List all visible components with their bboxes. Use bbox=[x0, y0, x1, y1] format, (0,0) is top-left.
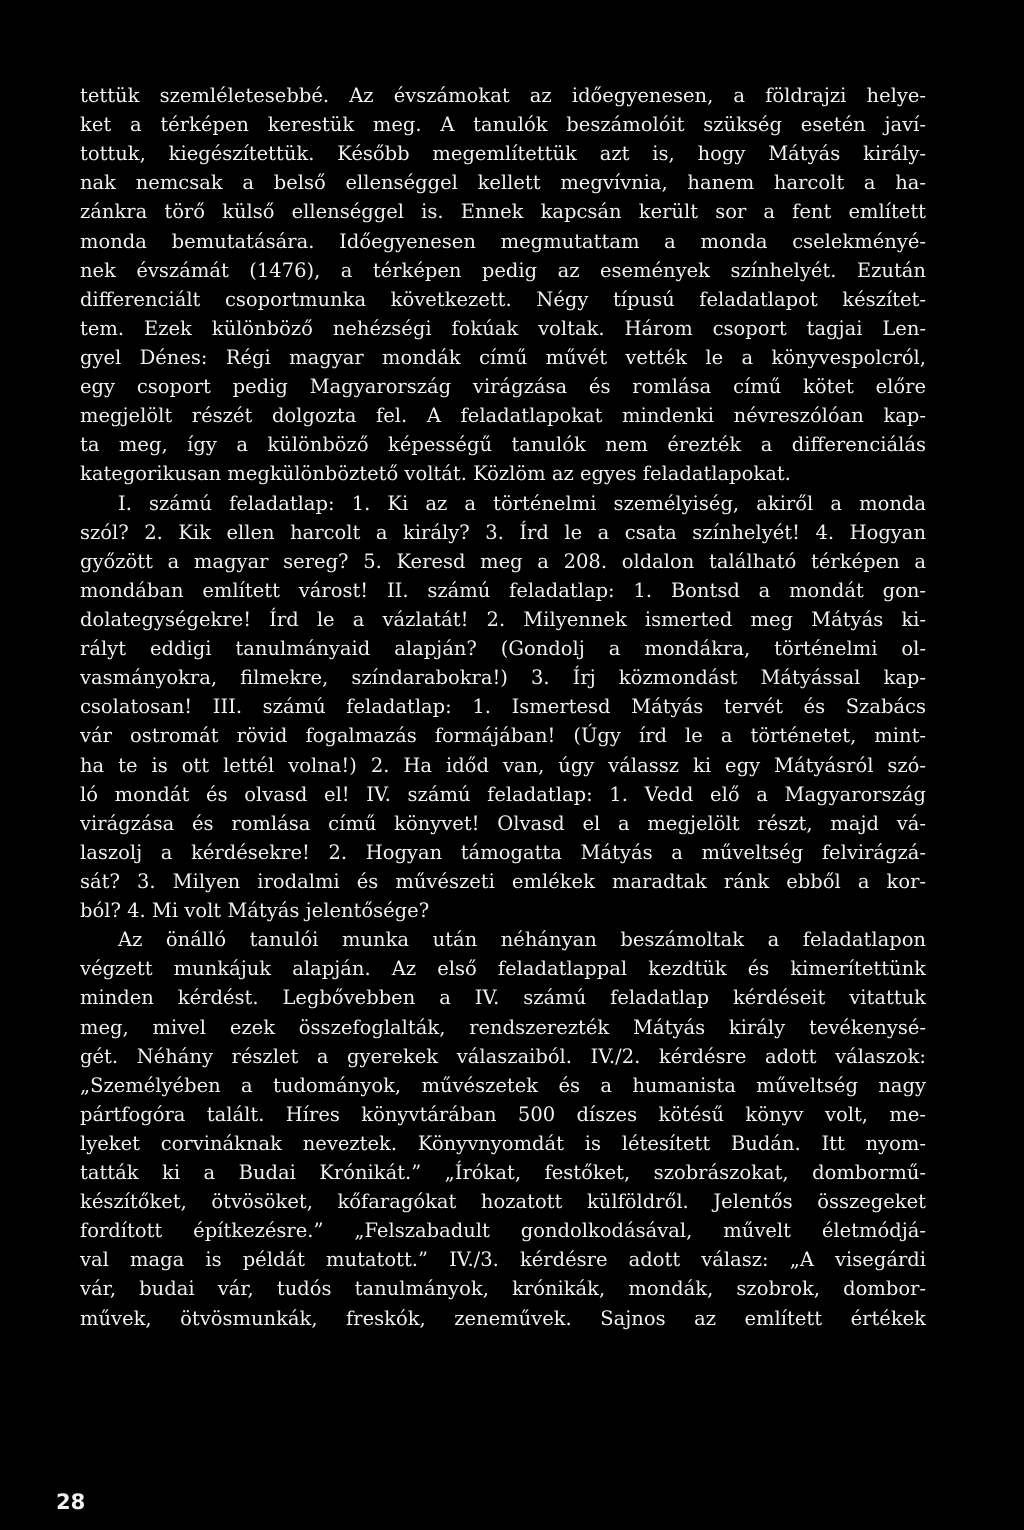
text-line: ból? 4. Mi volt Mátyás jelentősége? bbox=[80, 899, 430, 923]
text-line: dolategységekre! Írd le a vázlatát! 2. Milyennek ismerted meg Mátyás ki- bbox=[80, 607, 926, 631]
text-line: Az önálló tanulói munka után néhányan beszámoltak a feladatlapon bbox=[118, 928, 926, 952]
text-line: tem. Ezek különböző nehézségi fokúak voltak. Három csoport tagjai Len- bbox=[80, 316, 926, 340]
text-line: lyeket corvináknak neveztek. Könyvnyomdát is létesített Budán. Itt nyom- bbox=[80, 1131, 926, 1155]
text-line: ta meg, így a különböző képességű tanulók nem érezték a differenciálás bbox=[80, 433, 926, 457]
text-line: nek évszámát (1476), a térképen pedig az események színhelyét. Ezután bbox=[80, 258, 926, 282]
text-line: csolatosan! III. számú feladatlap: 1. Ismertesd Mátyás tervét és Szabács bbox=[80, 695, 926, 719]
text-line: sát? 3. Milyen irodalmi és művészeti emlékek maradtak ránk ebből a kor- bbox=[80, 869, 926, 893]
text-line: vár, budai vár, tudós tanulmányok, krónikák, mondák, szobrok, dombor- bbox=[80, 1277, 926, 1301]
text-line: megjelölt részét dolgozta fel. A feladatlapokat mindenki névreszólóan kap- bbox=[80, 404, 926, 428]
body-text bbox=[80, 81, 926, 1333]
text-line: nak nemcsak a belső ellenséggel kellett megvívnia, hanem harcolt a ha- bbox=[80, 171, 926, 195]
text-line: vár ostromát rövid fogalmazás formájában! (Úgy írd le a történetet, mint- bbox=[80, 724, 926, 748]
text-line: pártfogóra talált. Híres könyvtárában 500 díszes kötésű könyv volt, me- bbox=[80, 1102, 926, 1126]
text-line: készítőket, ötvösöket, kőfaragókat hozatott külföldről. Jelentős összegeket bbox=[80, 1190, 926, 1214]
text-line: laszolj a kérdésekre! 2. Hogyan támogatta Mátyás a műveltség felvirágzá- bbox=[80, 840, 926, 864]
text-line: virágzása és romlása című könyvet! Olvasd el a megjelölt részt, majd vá- bbox=[80, 811, 926, 835]
text-line: ket a térképen kerestük meg. A tanulók beszámolóit szükség esetén javí- bbox=[80, 113, 926, 137]
text-line: zánkra törő külső ellenséggel is. Ennek kapcsán került sor a fent említett bbox=[80, 200, 926, 224]
text-line: szól? 2. Kik ellen harcolt a király? 3. Írd le a csata színhelyét! 4. Hogyan bbox=[80, 520, 926, 544]
text-line: meg, mivel ezek összefoglalták, rendszerezték Mátyás király tevékenysé- bbox=[80, 1015, 926, 1039]
text-line: ló mondát és olvasd el! IV. számú feladatlap: 1. Vedd elő a Magyarország bbox=[80, 782, 926, 806]
text-line: rályt eddigi tanulmányaid alapján? (Gondolj a mondákra, történelmi ol- bbox=[80, 637, 926, 661]
text-line: egy csoport pedig Magyarország virágzása és romlása című kötet előre bbox=[80, 375, 926, 399]
text-line: kategorikusan megkülönböztető voltát. Közlöm az egyes feladatlapokat. bbox=[80, 462, 791, 486]
text-line: tettük szemléletesebbé. Az évszámokat az időegyenesen, a földrajzi helye- bbox=[80, 84, 926, 107]
text-line: minden kérdést. Legbővebben a IV. számú feladatlap kérdéseit vitattuk bbox=[80, 986, 926, 1010]
text-line: monda bemutatására. Időegyenesen megmutattam a monda cselekményé- bbox=[80, 229, 926, 253]
text-line: I. számú feladatlap: 1. Ki az a történelmi személyiség, akiről a monda bbox=[118, 491, 926, 515]
text-line: fordított építkezésre.” „Felszabadult gondolkodásával, művelt életmódjá- bbox=[80, 1219, 926, 1243]
text-line: val maga is példát mutatott.” IV./3. kérdésre adott válasz: „A visegárdi bbox=[80, 1248, 926, 1272]
text-line: művek, ötvösmunkák, freskók, zeneművek. Sajnos az említett értékek bbox=[80, 1306, 926, 1330]
text-line: gét. Néhány részlet a gyerekek válaszaiból. IV./2. kérdésre adott válaszok: bbox=[80, 1044, 926, 1068]
text-line: gyel Dénes: Régi magyar mondák című művét vették le a könyvespolcról, bbox=[80, 345, 926, 369]
text-line: végzett munkájuk alapján. Az első feladatlappal kezdtük és kimerítettünk bbox=[80, 957, 926, 981]
text-line: győzött a magyar sereg? 5. Keresd meg a 208. oldalon található térképen a bbox=[80, 549, 926, 573]
text-line: differenciált csoportmunka következett. Négy típusú feladatlapot készítet- bbox=[80, 287, 926, 311]
text-line: „Személyében a tudományok, művészetek és a humanista műveltség nagy bbox=[80, 1073, 926, 1097]
text-line: vasmányokra, filmekre, színdarabokra!) 3. Írj közmondást Mátyással kap- bbox=[80, 666, 926, 690]
text-line: tatták ki a Budai Krónikát.” „Írókat, festőket, szobrászokat, dombormű- bbox=[80, 1161, 926, 1185]
page-number: 28 bbox=[56, 1490, 86, 1514]
text-line: ha te is ott lettél volna!) 2. Ha időd van, úgy válassz ki egy Mátyásról szó- bbox=[80, 753, 926, 777]
text-line: mondában említett várost! II. számú feladatlap: 1. Bontsd a mondát gon- bbox=[80, 578, 926, 602]
text-line: tottuk, kiegészítettük. Később megemlítettük azt is, hogy Mátyás király- bbox=[80, 142, 926, 166]
